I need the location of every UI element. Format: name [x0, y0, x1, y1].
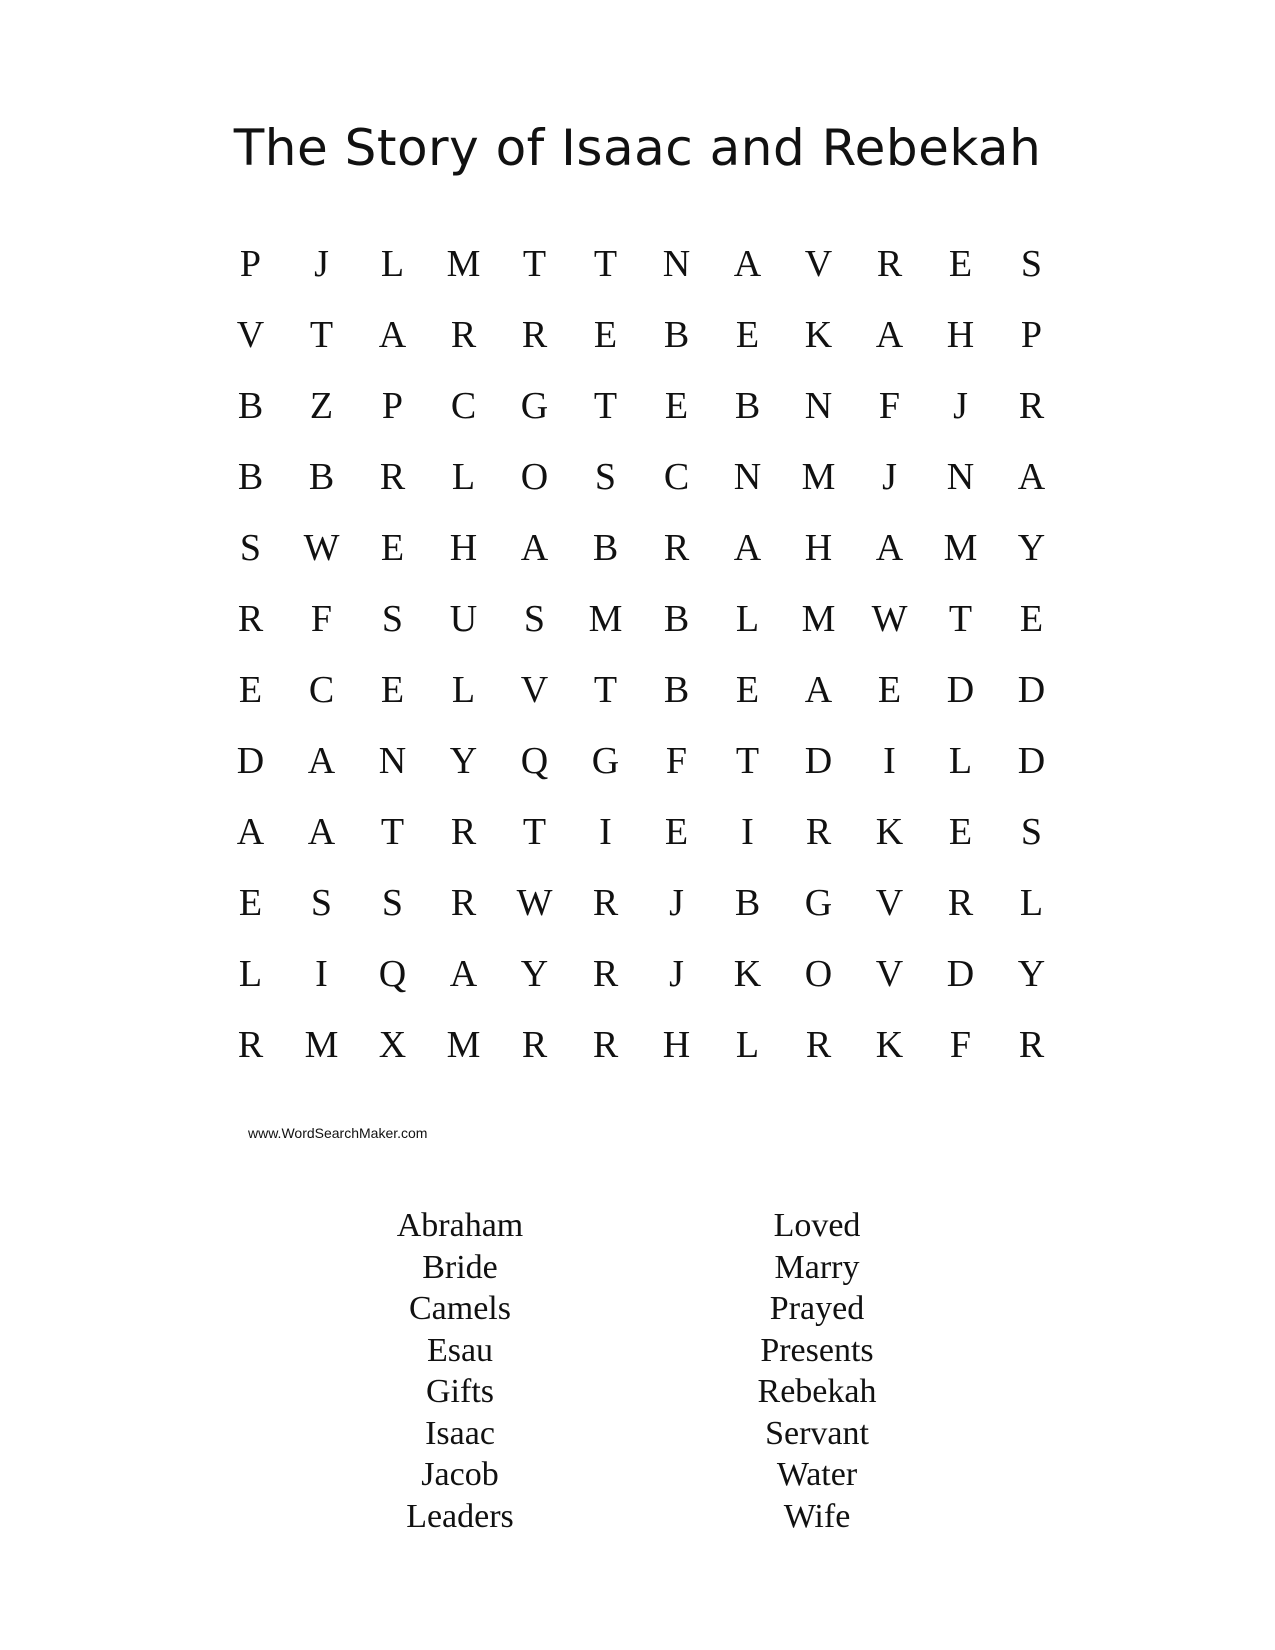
grid-letter: S	[381, 882, 404, 924]
grid-letter: E	[593, 314, 618, 356]
grid-letter: R	[450, 314, 477, 356]
grid-letter: M	[446, 243, 481, 285]
grid-letter: A	[449, 953, 478, 995]
grid-letter: G	[591, 740, 620, 782]
grid-letter: A	[804, 669, 833, 711]
grid-letter: B	[663, 598, 690, 640]
grid-letter: U	[449, 598, 478, 640]
grid-letter: B	[663, 314, 690, 356]
grid-letter: E	[664, 811, 689, 853]
grid-letter: B	[237, 385, 264, 427]
grid-letter: D	[236, 740, 265, 782]
grid-letter: E	[948, 243, 973, 285]
grid-letter: R	[450, 882, 477, 924]
grid-letter: V	[875, 882, 904, 924]
grid-letter: V	[804, 243, 833, 285]
word-list-item: Prayed	[769, 1290, 865, 1327]
word-list-item: Presents	[760, 1331, 874, 1369]
word-list-item: Rebekah	[757, 1373, 877, 1410]
grid-letter: Y	[1017, 527, 1046, 569]
word-list-item: Gifts	[426, 1373, 494, 1410]
grid-letter: V	[236, 314, 265, 356]
grid-letter: R	[521, 1024, 548, 1066]
grid-letter: L	[451, 456, 476, 498]
credit-text: www.WordSearchMaker.com	[248, 1125, 428, 1141]
grid-letter: E	[735, 669, 760, 711]
grid-letter: R	[947, 882, 974, 924]
grid-letter: N	[733, 456, 762, 498]
grid-letter: R	[592, 882, 619, 924]
grid-letter: B	[592, 527, 619, 569]
grid-letter: E	[238, 669, 263, 711]
grid-letter: T	[522, 811, 547, 853]
grid-letter: L	[735, 1024, 760, 1066]
grid-letter: R	[592, 953, 619, 995]
grid-letter: E	[948, 811, 973, 853]
grid-letter: N	[804, 385, 833, 427]
grid-letter: W	[303, 527, 340, 569]
grid-letter: T	[593, 243, 618, 285]
grid-letter: M	[588, 598, 623, 640]
grid-letter: C	[663, 456, 690, 498]
word-list-item: Camels	[409, 1290, 511, 1327]
grid-letter: W	[516, 882, 553, 924]
grid-letter: Q	[520, 740, 549, 782]
word-list-left	[320, 1205, 600, 1537]
grid-letter: S	[1020, 243, 1043, 285]
grid-letter: M	[801, 456, 836, 498]
grid-letter: E	[380, 527, 405, 569]
grid-letter: R	[237, 1024, 264, 1066]
grid-letter: T	[948, 598, 973, 640]
word-list-right	[677, 1205, 957, 1537]
grid-letter: S	[381, 598, 404, 640]
grid-letter: V	[520, 669, 549, 711]
grid-letter: F	[310, 598, 333, 640]
grid-letter: R	[592, 1024, 619, 1066]
word-list-item: Jacob	[421, 1456, 499, 1493]
grid-letter: H	[662, 1024, 691, 1066]
grid-letter: R	[450, 811, 477, 853]
grid-letter: T	[522, 243, 547, 285]
grid-letter: L	[380, 243, 405, 285]
grid-letter: J	[953, 385, 968, 427]
grid-letter: N	[946, 456, 975, 498]
grid-letter: H	[946, 314, 975, 356]
grid-letter: A	[733, 527, 762, 569]
grid-letter: H	[449, 527, 478, 569]
grid-letter: K	[733, 953, 762, 995]
grid-letter: C	[308, 669, 335, 711]
word-list-item: Bride	[422, 1248, 498, 1286]
grid-letter: T	[380, 811, 405, 853]
grid-letter: E	[380, 669, 405, 711]
grid-letter: M	[446, 1024, 481, 1066]
grid-letter: T	[593, 385, 618, 427]
grid-letter: D	[1017, 740, 1046, 782]
grid-letter: A	[1017, 456, 1046, 498]
grid-letter: I	[741, 811, 754, 853]
grid-letter: J	[314, 243, 329, 285]
grid-letter: B	[734, 882, 761, 924]
grid-letter: J	[882, 456, 897, 498]
grid-letter: E	[664, 385, 689, 427]
grid-letter: L	[238, 953, 263, 995]
grid-letter: D	[1017, 669, 1046, 711]
grid-letter: T	[309, 314, 334, 356]
grid-letter: B	[734, 385, 761, 427]
grid-letter: Q	[378, 953, 407, 995]
word-list-item: Marry	[774, 1248, 860, 1286]
grid-letter: R	[237, 598, 264, 640]
grid-letter: A	[236, 811, 265, 853]
letter-grid	[215, 245, 1067, 1097]
grid-letter: S	[310, 882, 333, 924]
grid-letter: L	[1019, 882, 1044, 924]
grid-letter: B	[237, 456, 264, 498]
grid-letter: P	[1020, 314, 1043, 356]
grid-letter: D	[804, 740, 833, 782]
grid-letter: Y	[520, 953, 549, 995]
grid-letter: A	[733, 243, 762, 285]
grid-letter: Y	[449, 740, 478, 782]
grid-letter: S	[239, 527, 262, 569]
grid-letter: W	[871, 598, 908, 640]
grid-letter: C	[450, 385, 477, 427]
grid-letter: A	[378, 314, 407, 356]
grid-letter: D	[946, 669, 975, 711]
grid-letter: R	[805, 811, 832, 853]
grid-letter: A	[875, 314, 904, 356]
grid-letter: A	[307, 811, 336, 853]
grid-letter: O	[520, 456, 549, 498]
grid-letter: A	[307, 740, 336, 782]
grid-letter: L	[735, 598, 760, 640]
grid-letter: P	[381, 385, 404, 427]
grid-letter: S	[594, 456, 617, 498]
grid-letter: O	[804, 953, 833, 995]
grid-letter: R	[805, 1024, 832, 1066]
grid-letter: L	[451, 669, 476, 711]
grid-letter: K	[875, 811, 904, 853]
grid-letter: F	[665, 740, 688, 782]
grid-letter: Y	[1017, 953, 1046, 995]
grid-letter: R	[1018, 1024, 1045, 1066]
grid-letter: Z	[309, 385, 334, 427]
grid-letter: I	[883, 740, 896, 782]
grid-letter: E	[735, 314, 760, 356]
grid-letter: F	[949, 1024, 972, 1066]
grid-letter: B	[663, 669, 690, 711]
word-list-item: Leaders	[406, 1497, 514, 1535]
grid-letter: M	[801, 598, 836, 640]
grid-letter: M	[304, 1024, 339, 1066]
grid-letter: I	[599, 811, 612, 853]
grid-letter: I	[315, 953, 328, 995]
grid-letter: A	[875, 527, 904, 569]
word-list-item: Water	[776, 1456, 858, 1493]
grid-letter: R	[663, 527, 690, 569]
grid-letter: P	[239, 243, 262, 285]
grid-letter: S	[523, 598, 546, 640]
grid-letter: K	[804, 314, 833, 356]
grid-letter: N	[662, 243, 691, 285]
grid-letter: F	[878, 385, 901, 427]
page-title: The Story of Isaac and Rebekah	[233, 119, 1042, 177]
word-list-item: Wife	[783, 1497, 851, 1535]
word-list-item: Esau	[426, 1331, 494, 1369]
grid-letter: E	[238, 882, 263, 924]
word-list-item: Loved	[773, 1207, 861, 1244]
grid-letter: T	[735, 740, 760, 782]
grid-letter: G	[520, 385, 549, 427]
grid-letter: R	[521, 314, 548, 356]
grid-letter: E	[877, 669, 902, 711]
grid-letter: T	[593, 669, 618, 711]
grid-letter: J	[669, 882, 684, 924]
word-list-item: Abraham	[396, 1207, 524, 1244]
grid-letter: E	[1019, 598, 1044, 640]
grid-letter: V	[875, 953, 904, 995]
grid-letter: A	[520, 527, 549, 569]
grid-letter: N	[378, 740, 407, 782]
grid-letter: L	[948, 740, 973, 782]
grid-letter: M	[943, 527, 978, 569]
grid-letter: R	[1018, 385, 1045, 427]
grid-letter: X	[378, 1024, 407, 1066]
grid-letter: H	[804, 527, 833, 569]
grid-letter: G	[804, 882, 833, 924]
word-list-item: Isaac	[425, 1414, 495, 1452]
grid-letter: K	[875, 1024, 904, 1066]
word-list-item: Servant	[765, 1414, 869, 1452]
grid-letter: J	[669, 953, 684, 995]
grid-letter: S	[1020, 811, 1043, 853]
grid-letter: B	[308, 456, 335, 498]
grid-letter: R	[379, 456, 406, 498]
grid-letter: D	[946, 953, 975, 995]
grid-letter: R	[876, 243, 903, 285]
